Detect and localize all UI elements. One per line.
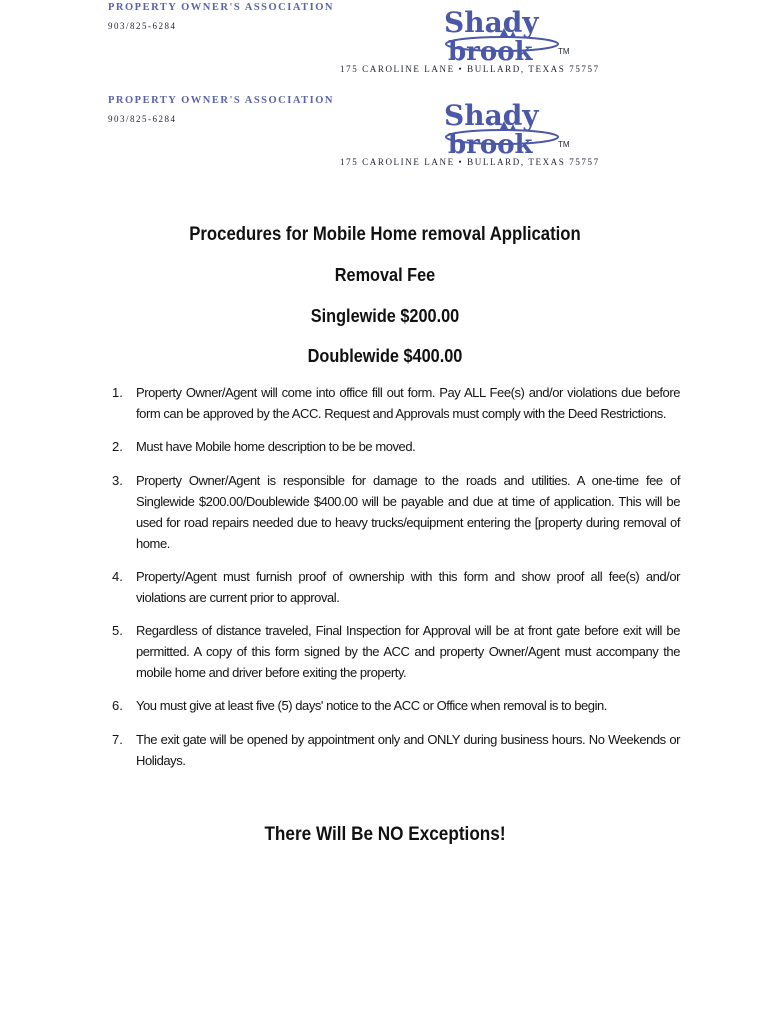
list-item-text: Property/Agent must furnish proof of ownership with this form and show proof all fee(s) and/or violations are current prior to approval. <box>136 569 680 605</box>
trademark-mark: TM <box>558 140 570 149</box>
logo-text-top: Shady <box>444 99 539 132</box>
logo-text-bottom: brook <box>448 130 533 157</box>
logo-text-top: Shady <box>444 6 539 39</box>
list-item-text: You must give at least five (5) days' notice to the ACC or Office when removal is to begin. <box>136 698 607 713</box>
association-address: 175 CAROLINE LANE • BULLARD, TEXAS 75757 <box>340 64 600 74</box>
list-item-number: 3. <box>112 473 123 488</box>
list-item-number: 2. <box>112 439 123 454</box>
fee-heading: Removal Fee <box>334 264 436 285</box>
list-item <box>108 695 680 716</box>
association-name: PROPERTY OWNER'S ASSOCIATION <box>108 95 334 106</box>
association-address: 175 CAROLINE LANE • BULLARD, TEXAS 75757 <box>340 157 600 167</box>
list-item-number: 6. <box>112 698 123 713</box>
closing-statement: There Will Be NO Exceptions! <box>264 823 506 845</box>
list-item <box>108 729 680 771</box>
document-title: Procedures for Mobile Home removal Application <box>189 224 581 245</box>
list-item-number: 5. <box>112 623 123 638</box>
list-item <box>108 566 680 608</box>
doublewide-fee: Doublewide $400.00 <box>307 345 463 366</box>
letterhead-duplicate <box>0 93 770 179</box>
list-item-number: 4. <box>112 569 123 584</box>
list-item <box>108 470 680 554</box>
procedure-list <box>108 382 680 771</box>
list-item-text: Must have Mobile home description to be be moved. <box>136 439 416 454</box>
list-item-number: 7. <box>112 732 123 747</box>
logo-text-bottom: brook <box>448 37 533 64</box>
phone-number: 903/825-6284 <box>108 114 177 124</box>
association-name: PROPERTY OWNER'S ASSOCIATION <box>108 2 334 13</box>
list-item-text: Property Owner/Agent will come into office fill out form. Pay ALL Fee(s) and/or violations due before form can be approved by the ACC. Request and Approvals must comply with the Deed Restrictions. <box>136 385 680 421</box>
list-item-number: 1. <box>112 385 123 400</box>
shadybrook-logo <box>440 6 580 64</box>
letterhead <box>0 0 770 86</box>
trademark-mark: TM <box>558 47 570 56</box>
list-item <box>108 436 680 457</box>
list-item-text: The exit gate will be opened by appointment only and ONLY during business hours. No Weekends or Holidays. <box>136 732 680 768</box>
list-item-text: Regardless of distance traveled, Final Inspection for Approval will be at front gate before exit will be permitted. A copy of this form signed by the ACC and property Owner/Agent must accompany the mobile home and driver before exiting the property. <box>136 623 680 680</box>
list-item <box>108 382 680 424</box>
list-item-text: Property Owner/Agent is responsible for damage to the roads and utilities. A one-time fee of Singlewide $200.00/Doublewide $400.00 will be payable and due at time of application. This will be used for road repairs needed due to heavy trucks/equipment entering the [property during removal of home. <box>136 473 680 551</box>
phone-number: 903/825-6284 <box>108 21 177 31</box>
list-item <box>108 620 680 683</box>
shadybrook-logo <box>440 99 580 157</box>
singlewide-fee: Singlewide $200.00 <box>310 305 460 326</box>
